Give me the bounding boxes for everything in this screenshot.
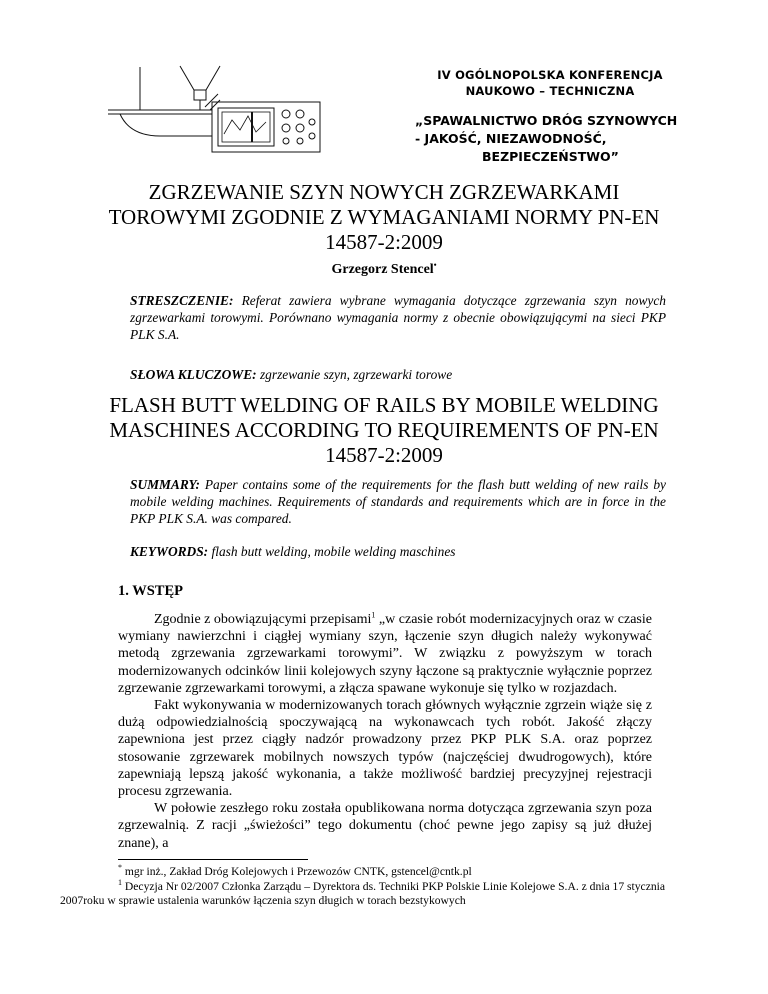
abstract-polish (130, 292, 666, 343)
keywords-english (130, 543, 666, 560)
body-text (118, 611, 652, 852)
footnote-2-text: Decyzja Nr 02/2007 Członka Zarządu – Dyrektora ds. Techniki PKP Polskie Linie Kolejowe S.A. z dnia 17 stycznia 2007roku w sprawie ustalenia warunków łączenia szyn długich w torach bezstykowych (60, 879, 666, 907)
paragraph-1-rest: „w czasie robót modernizacyjnych oraz w czasie wymiany nawierzchni i ciągłej wymiany szyn, łączenie szyn długich należy wykonywać metodą zgrzewania zgrzewarkami torowymi”. W związku z powyższym w torach modernizowanych odcinków linii kolejowych szyny łączone są praktycznie wyłącznie poprzez zgrzewanie zgrzewarkami torowymi, a złącza spawane wykonuje się tylko w rozjazdach. (118, 612, 652, 696)
title-polish (60, 180, 708, 255)
conference-subtitle-line2: - JAKOŚĆ, NIEZAWODNOŚĆ, (415, 131, 607, 146)
abstract-english-text: Paper contains some of the requirements for the flash butt welding of new rails by mobile welding machines. Requirements of standards and requirements which are in force in the PKP PLK S.A. was compared. (130, 477, 666, 526)
keywords-english-label: KEYWORDS: (130, 544, 209, 559)
conference-logo (100, 62, 340, 172)
keywords-polish-text: zgrzewanie szyn, zgrzewarki torowe (259, 367, 453, 382)
author-footnote-mark: • (433, 260, 437, 270)
paragraph-3-text: W połowie zeszłego roku została opublikowana norma dotycząca zgrzewania szyn poza zgrzewalnią. Z racji „świeżości” tego dokumentu (choć pewne jego zapisy są już dłużej znane), a (118, 801, 652, 851)
title-english-line1: FLASH BUTT WELDING OF RAILS BY MOBILE WELDING (109, 393, 659, 417)
abstract-english (130, 476, 666, 527)
title-english-line3: 14587-2:2009 (325, 443, 443, 467)
paragraph-1 (118, 611, 652, 697)
keywords-polish-label: SŁOWA KLUCZOWE: (130, 367, 257, 382)
footnote-1-mark: * (118, 863, 122, 873)
title-english-line2: MASCHINES ACCORDING TO REQUIREMENTS OF PN-EN (109, 418, 659, 442)
footnotes (60, 865, 680, 909)
section-heading: 1. WSTĘP (118, 583, 184, 599)
keywords-english-text: flash butt welding, mobile welding maschines (211, 544, 456, 559)
paragraph-2 (118, 697, 652, 800)
title-polish-line1: ZGRZEWANIE SZYN NOWYCH ZGRZEWARKAMI (148, 180, 620, 204)
footnote-divider (118, 859, 308, 860)
title-polish-line2: TOROWYMI ZGODNIE Z WYMAGANIAMI NORMY PN-EN (108, 205, 660, 229)
abstract-english-label: SUMMARY: (130, 477, 200, 492)
footnote-1-text: mgr inż., Zakład Dróg Kolejowych i Przewozów CNTK, gstencel@cntk.pl (122, 865, 472, 878)
paragraph-2-text: Fakt wykonywania w modernizowanych torach głównych wyłącznie zgrzein wiąże się z dużą odpowiedzialnością spoczywającą na wykonawcach tych robót. Jakość złączy zapewniona jest przez ciągły nadzór prowadzony przez PKP PLK S.A. oraz poprzez stosowanie zgrzewarek mobilnych nowszych typów (najczęściej dwudrogowych), które zapewniają lepszą jakość wykonania, a także możliwość bardziej precyzyjnej rejestracji procesu zgrzewania. (118, 698, 652, 800)
footnote-ref-1: 1 (371, 610, 376, 620)
paragraph-3 (118, 800, 652, 852)
conference-subtitle-line3: BEZPIECZEŃSTWO” (482, 149, 619, 164)
paragraph-1-start: Zgodnie z obowiązującymi przepisami (154, 612, 372, 627)
author-name: Grzegorz Stencel (331, 262, 434, 277)
keywords-polish (130, 366, 666, 383)
conference-name-line1: IV OGÓLNOPOLSKA KONFERENCJA (437, 68, 663, 82)
abstract-polish-label: STRESZCZENIE: (130, 293, 234, 308)
title-polish-line3: 14587-2:2009 (325, 230, 443, 254)
footnote-2 (60, 877, 680, 909)
abstract-polish-text: Referat zawiera wybrane wymagania dotyczące zgrzewania szyn nowych zgrzewarkami torowymi. Porównano wymagania normy z obecnie obowiązującymi na sieci PKP PLK S.A. (130, 293, 666, 342)
conference-subtitle-line1: „SPAWALNICTWO DRÓG SZYNOWYCH (415, 113, 678, 128)
author (0, 262, 768, 278)
conference-name-line2: NAUKOWO – TECHNICZNA (465, 84, 635, 98)
footnote-1 (60, 865, 680, 880)
footnote-2-mark: 1 (118, 877, 122, 887)
title-english (60, 393, 708, 468)
